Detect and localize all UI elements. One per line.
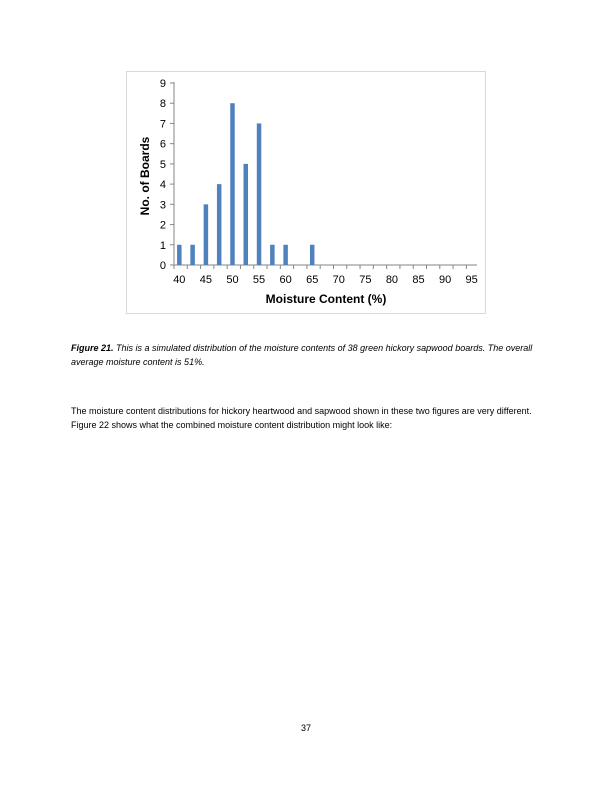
chart-frame xyxy=(126,71,486,314)
histogram-bar xyxy=(244,164,249,265)
body-paragraph: The moisture content distributions for hickory heartwood and sapwood shown in these two figures are very different. Figure 22 shows what the combined moisture content distribution might look like: xyxy=(71,406,532,430)
histogram-bar xyxy=(190,245,195,265)
y-tick-label: 7 xyxy=(159,118,166,131)
y-tick-label: 2 xyxy=(159,219,166,232)
histogram-bar xyxy=(310,245,315,265)
histogram-bar xyxy=(257,123,262,265)
histogram-bar xyxy=(204,204,209,265)
x-tick-label: 95 xyxy=(465,274,478,286)
x-tick-label: 45 xyxy=(199,274,213,286)
x-tick-label: 75 xyxy=(359,274,372,286)
y-tick-label: 4 xyxy=(159,179,166,192)
y-tick-label: 5 xyxy=(159,158,166,171)
y-tick-label: 1 xyxy=(159,239,166,252)
y-tick-label: 6 xyxy=(159,138,166,151)
x-tick-label: 80 xyxy=(385,274,399,286)
x-tick-label: 85 xyxy=(412,274,425,286)
histogram-bar xyxy=(217,184,222,265)
y-tick-label: 3 xyxy=(159,199,166,212)
x-tick-label: 40 xyxy=(173,274,186,286)
figure-caption-text: This is a simulated distribution of the moisture contents of 38 green hickory sapwood boards. The overall average moisture content is 51%. xyxy=(71,343,533,367)
y-axis-title: No. of Boards xyxy=(138,136,152,216)
y-tick-label: 8 xyxy=(159,98,166,111)
moisture-histogram-chart xyxy=(127,72,487,315)
x-tick-label: 65 xyxy=(306,274,319,286)
x-tick-label: 70 xyxy=(332,274,345,286)
figure-caption xyxy=(71,341,546,369)
page-number: 37 xyxy=(300,723,311,733)
y-tick-label: 9 xyxy=(159,78,166,90)
x-tick-label: 60 xyxy=(279,274,292,286)
histogram-bar xyxy=(270,245,275,265)
x-tick-label: 90 xyxy=(438,274,452,286)
y-tick-label: 0 xyxy=(159,260,166,272)
histogram-bar xyxy=(177,245,182,265)
x-tick-label: 50 xyxy=(226,274,239,286)
x-tick-label: 55 xyxy=(252,274,266,286)
histogram-bar xyxy=(230,103,235,265)
histogram-bar xyxy=(283,245,288,265)
figure-caption-label: Figure 21. xyxy=(71,343,114,353)
x-axis-title: Moisture Content (%) xyxy=(265,292,387,306)
